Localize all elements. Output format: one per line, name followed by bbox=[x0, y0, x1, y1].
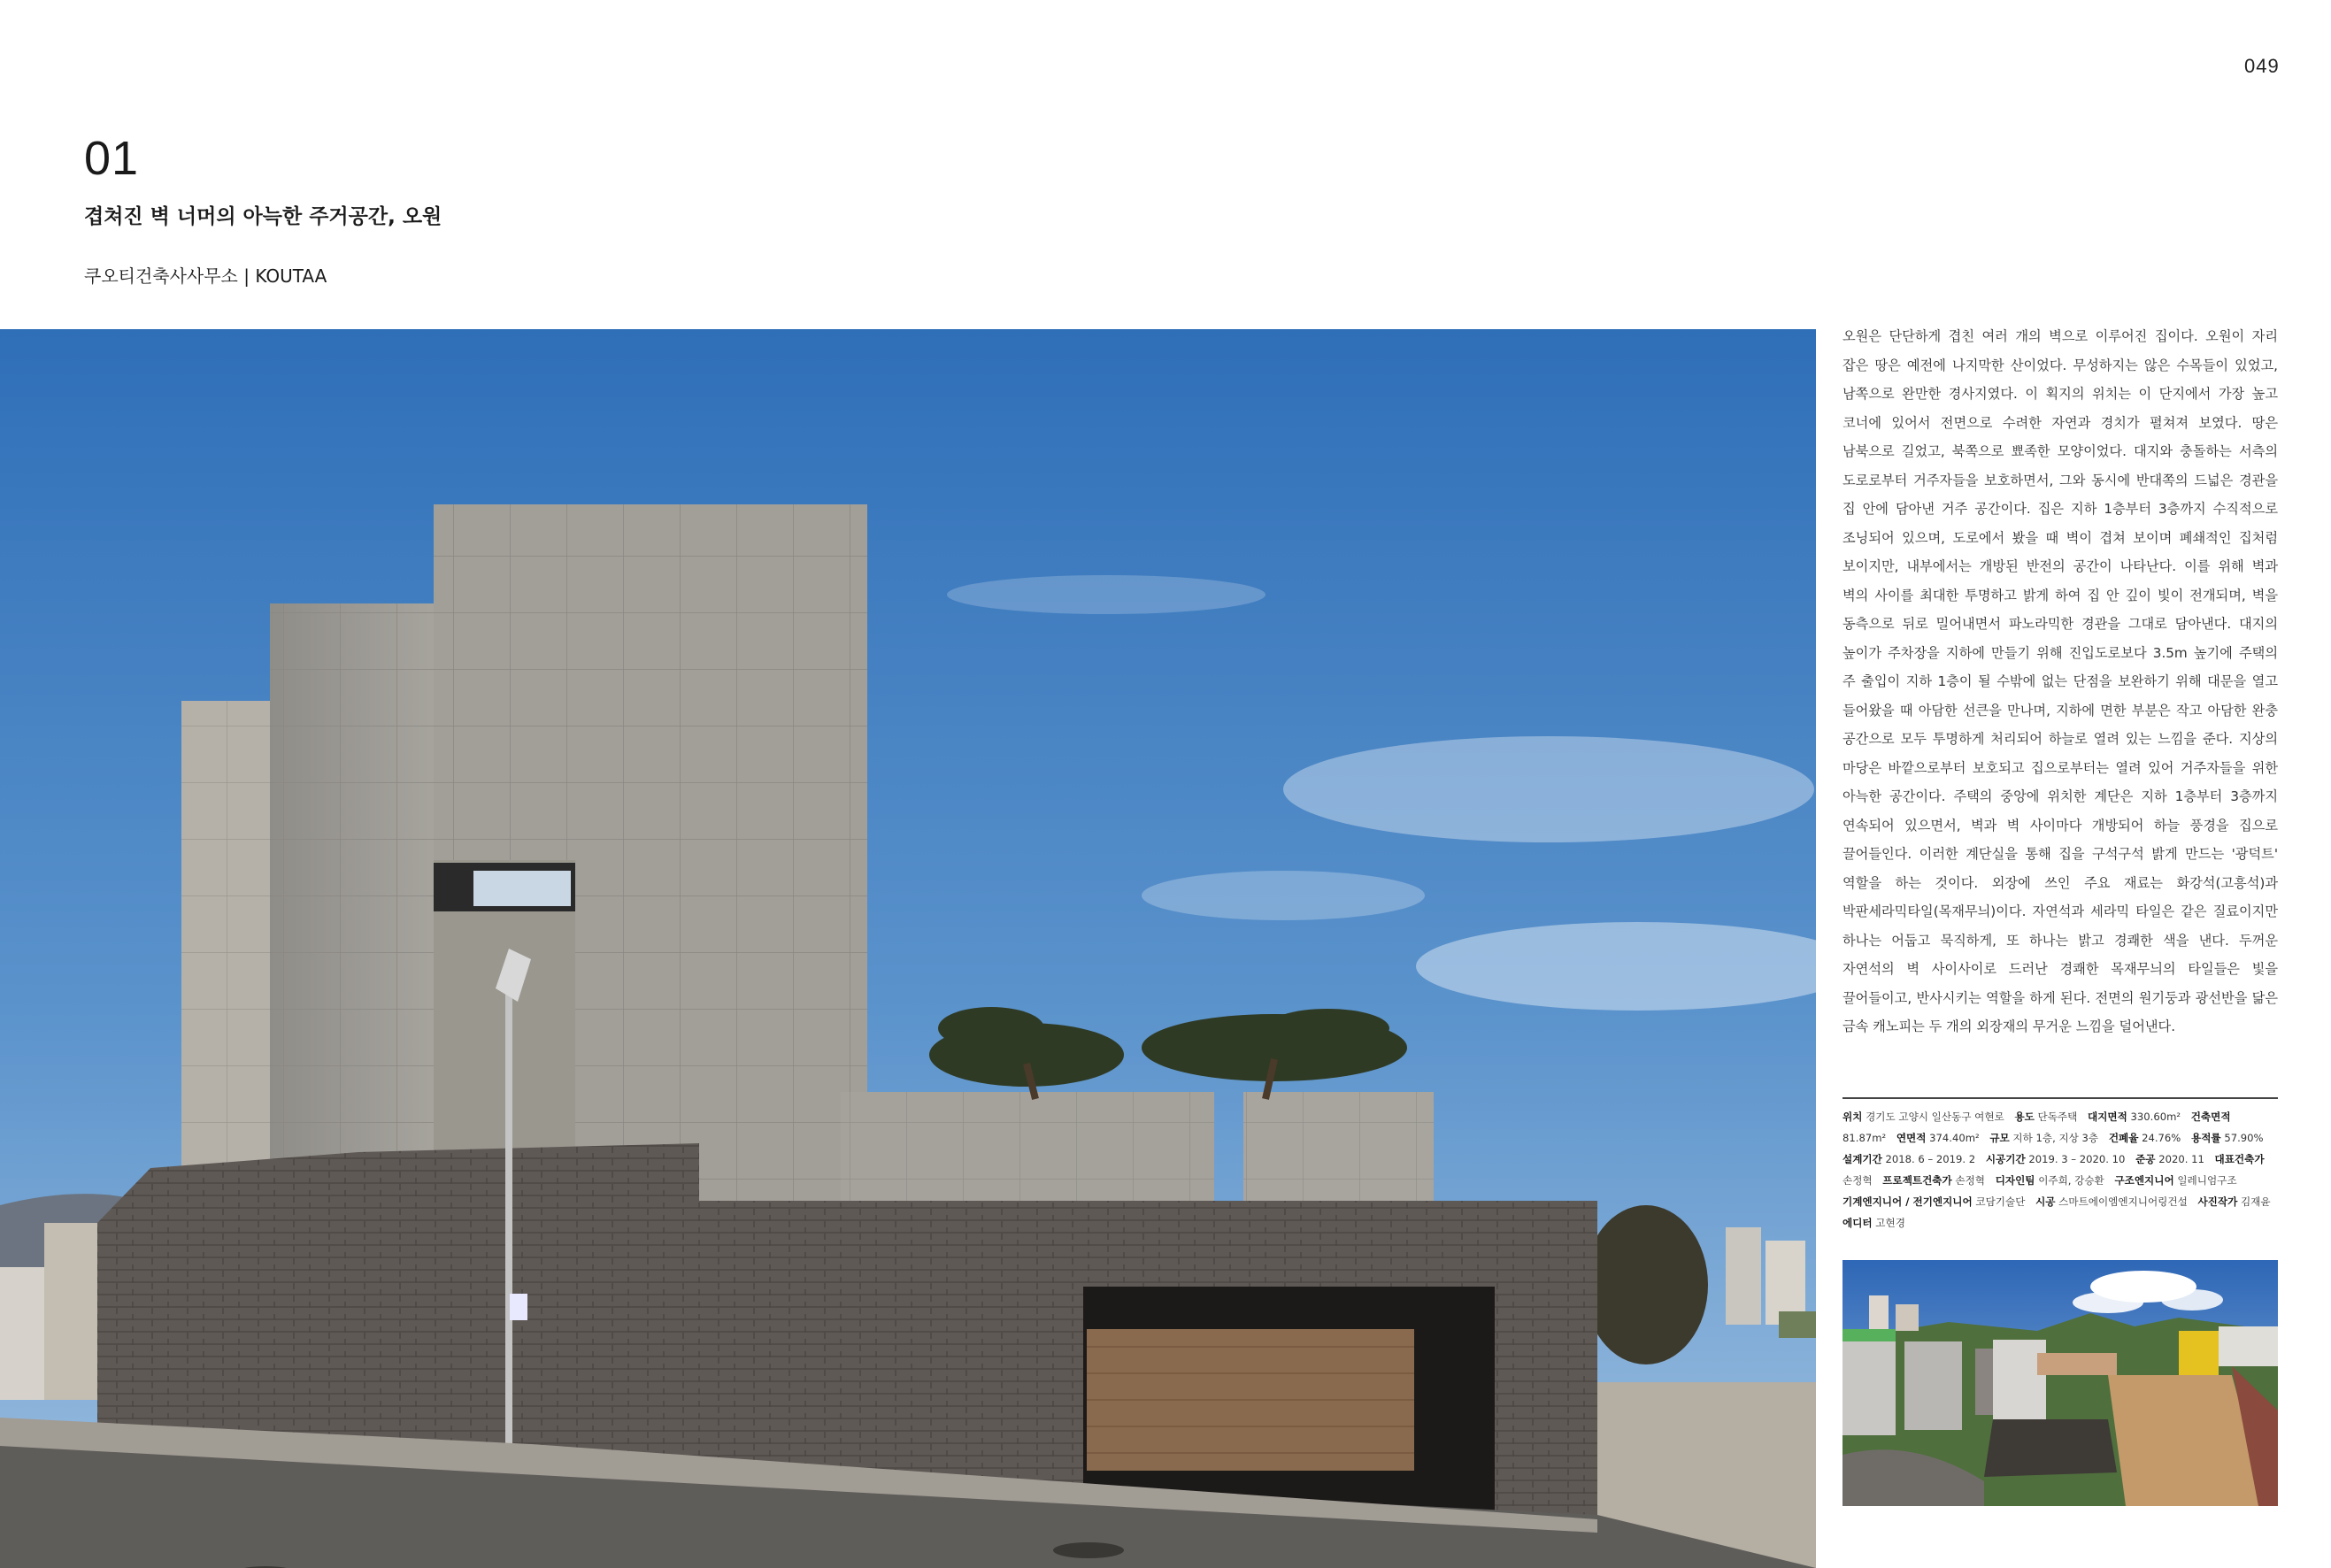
info-value: 2019. 3 – 2020. 10 bbox=[2028, 1153, 2126, 1165]
info-value: 손정혁 bbox=[1955, 1174, 1985, 1187]
info-label: 준공 bbox=[2135, 1153, 2156, 1165]
info-value: 손정혁 bbox=[1842, 1174, 1873, 1187]
info-label: 대표건축가 bbox=[2214, 1153, 2265, 1165]
info-label: 시공 bbox=[2035, 1195, 2056, 1208]
info-label: 위치 bbox=[1842, 1111, 1863, 1123]
info-value: 고현경 bbox=[1875, 1217, 1905, 1229]
info-value: 330.60m² bbox=[2130, 1111, 2181, 1123]
info-value: 지하 1층, 지상 3층 bbox=[2012, 1132, 2099, 1144]
architect-credit: 쿠오티건축사사무소 | KOUTAA bbox=[84, 265, 327, 287]
info-value: 24.76% bbox=[2142, 1132, 2181, 1144]
info-value: 코담기술단 bbox=[1975, 1195, 2026, 1208]
info-label: 에디터 bbox=[1842, 1217, 1873, 1229]
info-value: 일레니엄구조 bbox=[2177, 1174, 2237, 1187]
info-label: 구조엔지니어 bbox=[2114, 1174, 2174, 1187]
page-number: 049 bbox=[2244, 55, 2280, 77]
project-title: 겹쳐진 벽 너머의 아늑한 주거공간, 오원 bbox=[84, 205, 442, 228]
info-label: 디자인팀 bbox=[1995, 1174, 2035, 1187]
info-label: 규모 bbox=[1989, 1132, 2010, 1144]
info-label: 연면적 bbox=[1896, 1132, 1927, 1144]
info-value: 스마트에이엠엔지니어링건설 bbox=[2058, 1195, 2188, 1208]
hero-photo bbox=[0, 329, 1816, 1568]
info-value: 단독주택 bbox=[2037, 1111, 2078, 1123]
info-label: 사진작가 bbox=[2197, 1195, 2238, 1208]
info-label: 시공기간 bbox=[1985, 1153, 2026, 1165]
project-description: 오원은 단단하게 겹친 여러 개의 벽으로 이루어진 집이다. 오원이 자리 잡은 땅은 예전에 나지막한 산이었다. 무성하지는 않은 수목들이 있었고, 남쪽으로 완만한 경사지였다. 이 획지의 위치는 이 단지에서 가장 높고 코너에 있어서 전면으로 수려한 자연과 경치가 펼쳐져 보였다. 땅은 남북으로 길었고, 북쪽으로 뾰족한 모양이었다. 대지와 충돌하는 서측의 도로로부터 거주자들을 보호하면서, 그와 동시에 반대쪽의 드넓은 경관을 집 안에 담아낸 거주 공간이다. 집은 지하 1층부터 3층까지 수직적으로 조닝되어 있으며, 도로에서 봤을 때 벽이 겹쳐 보이며 폐쇄적인 집처럼 보이지만, 내부에서는 개방된 반전의 공간이 나타난다. 이를 위해 벽과 벽의 사이를 최대한 투명하고 밝게 하여 집 안 깊이 빛이 전개되며, 벽을 동측으로 뒤로 밀어내면서 파노라믹한 경관을 그대로 담아낸다. 대지의 높이가 주차장을 지하에 만들기 위해 진입도로보다 3.5m 높기에 주택의 주 출입이 지하 1층이 될 수밖에 없는 단점을 보완하기 위해 대문을 열고 들어왔을 때 아담한 선큰을 만나며, 지하에 면한 부분은 작고 아담한 완충 공간으로 모두 투명하게 처리되어 하늘로 열려 있는 느낌을 준다. 지상의 마당은 바깥으로부터 보호되고 집으로부터는 열려 있어 거주자들을 위한 아늑한 공간이다. 주택의 중앙에 위치한 계단은 지하 1층부터 3층까지 연속되어 있으면서, 벽과 벽 사이마다 개방되어 하늘 풍경을 집으로 끌어들인다. 이러한 계단실을 통해 집을 구석구석 밝게 만드는 '광덕트' 역할을 하는 것이다. 외장에 쓰인 주요 재료는 화강석(고흥석)과 박판세라믹타일(목재무늬)이다. 자연석과 세라믹 타일은 같은 질료이지만 하나는 어둡고 묵직하게, 또 하나는 밝고 경쾌한 색을 낸다. 두꺼운 자연석의 벽 사이사이로 드러난 경쾌한 목재무늬의 타일들은 빛을 끌어들이고, 반사시키는 역할을 하게 된다. 전면의 원기둥과 광선반을 닮은 금속 캐노피는 두 개의 외장재의 무거운 느낌을 덜어낸다. bbox=[1842, 328, 2278, 1034]
info-label: 용적률 bbox=[2191, 1132, 2221, 1144]
info-value: 57.90% bbox=[2224, 1132, 2264, 1144]
info-value: 2018. 6 – 2019. 2 bbox=[1885, 1153, 1976, 1165]
info-label: 설계기간 bbox=[1842, 1153, 1882, 1165]
info-value: 이주희, 강승환 bbox=[2038, 1174, 2104, 1187]
info-label: 용도 bbox=[2014, 1111, 2035, 1123]
info-label: 대지면적 bbox=[2088, 1111, 2127, 1123]
info-label: 건축면적 bbox=[2190, 1111, 2231, 1123]
thumbnail-photo bbox=[1842, 1260, 2278, 1506]
project-info bbox=[1842, 1106, 2278, 1234]
info-label: 프로젝트건축가 bbox=[1882, 1174, 1952, 1187]
info-value: 374.40m² bbox=[1929, 1132, 1980, 1144]
info-value: 김재윤 bbox=[2240, 1195, 2271, 1208]
info-value: 2020. 11 bbox=[2158, 1153, 2204, 1165]
info-value: 경기도 고양시 일산동구 여현로 bbox=[1866, 1111, 2004, 1123]
info-value: 81.87m² bbox=[1842, 1132, 1887, 1144]
project-number: 01 bbox=[84, 132, 140, 185]
info-divider bbox=[1842, 1097, 2278, 1099]
info-label: 건폐율 bbox=[2108, 1132, 2139, 1144]
info-label: 기계엔지니어 / 전기엔지니어 bbox=[1842, 1195, 1973, 1208]
